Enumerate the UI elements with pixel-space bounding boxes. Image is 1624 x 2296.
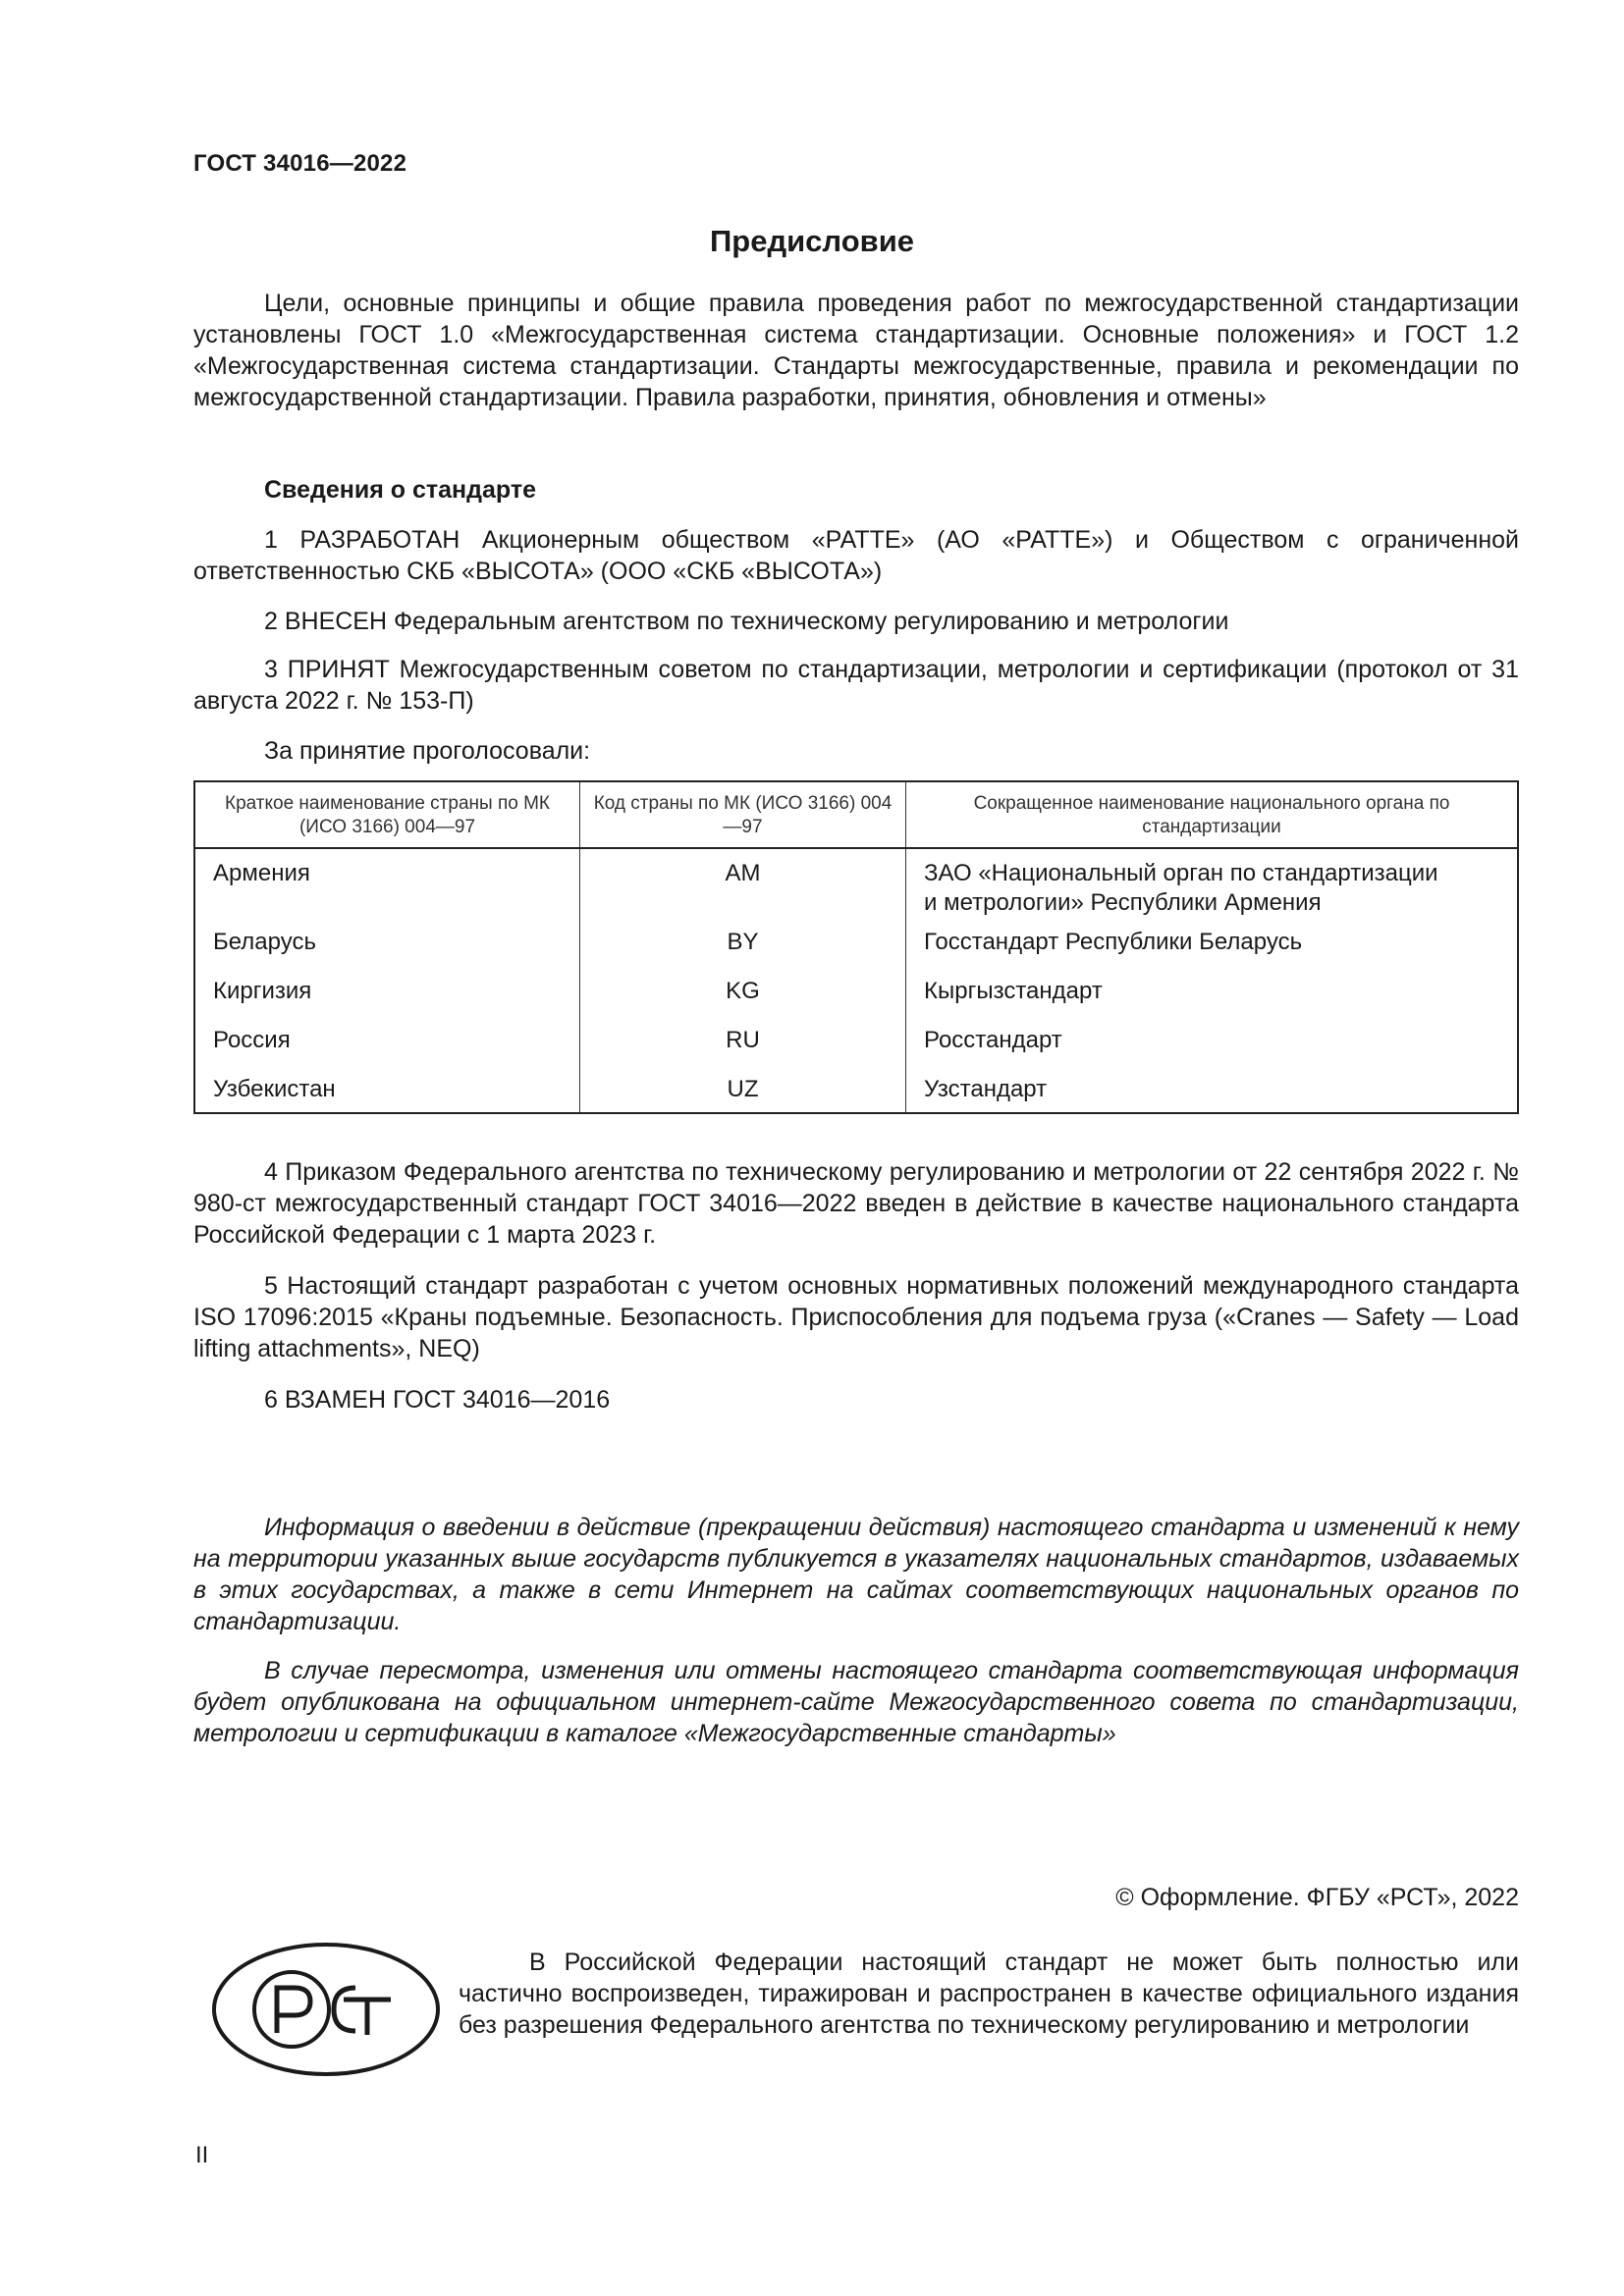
cell-code: BY	[580, 928, 906, 977]
cell-national-body: Росстандарт	[906, 1026, 1519, 1075]
info-heading: Сведения о стандарте	[264, 476, 537, 504]
voting-table	[193, 780, 1519, 1114]
item-basis: 5 Настоящий стандарт разработан с учетом основных нормативных положений международного стандарта ISO 17096:2015 «Краны подъемные. Безопасность. Приспособления для подъема груза («Cranes — Safety — Load lifting attachments», NEQ)	[193, 1272, 1519, 1362]
table-row	[194, 848, 1518, 928]
table-row	[194, 1026, 1518, 1075]
cell-country: Армения	[194, 848, 580, 928]
intro-paragraph: Цели, основные принципы и общие правила проведения работ по межгосударственной стандартизации установлены ГОСТ 1.0 «Межгосударственная система стандартизации. Основные положения» и ГОСТ 1.2 «Межгосударственная система стандартизации. Стандарты межгосударственные, правила и рекомендации по межгосударственной стандартизации. Правила разработки, принятия, обновления и отмены»	[193, 290, 1519, 411]
header-code: Код страны по МК (ИСО 3166) 004—97	[580, 781, 906, 848]
cell-code: AM	[580, 848, 906, 928]
cell-country: Киргизия	[194, 977, 580, 1026]
item-replaces: 6 ВЗАМЕН ГОСТ 34016—2016	[264, 1386, 611, 1414]
cell-country: Узбекистан	[194, 1075, 580, 1113]
header-country: Краткое наименование страны по МК (ИСО 3166) 004—97	[194, 781, 580, 848]
table-row	[194, 977, 1518, 1026]
table-row	[194, 928, 1518, 977]
header-national-body: Сокращенное наименование национального органа по стандартизации	[906, 781, 1519, 848]
cell-country: Россия	[194, 1026, 580, 1075]
cell-code: UZ	[580, 1075, 906, 1113]
cell-national-body: Кыргызстандарт	[906, 977, 1519, 1026]
cell-national-body-line: ЗАО «Национальный орган по стандартизации	[924, 860, 1438, 886]
item-introduced: 2 ВНЕСЕН Федеральным агентством по техническому регулированию и метрологии	[264, 608, 1229, 635]
cell-code: KG	[580, 977, 906, 1026]
reproduction-notice: В Российской Федерации настоящий стандарт не может быть полностью или частично воспроизведен, тиражирован и распространен в качестве официального издания без разрешения Федерального агентства по техническому регулированию и метрологии	[459, 1949, 1519, 2039]
cell-national-body	[906, 848, 1519, 928]
page-title: Предисловие	[709, 224, 914, 258]
cell-country: Беларусь	[194, 928, 580, 977]
cell-code: RU	[580, 1026, 906, 1075]
table-header-row	[194, 781, 1518, 848]
rst-logo	[208, 1939, 444, 2086]
item-adopted: 3 ПРИНЯТ Межгосударственным советом по стандартизации, метрологии и сертификации (протокол от 31 августа 2022 г. № 153-П)	[193, 656, 1519, 715]
cell-national-body-line: и метрологии» Республики Армения	[924, 889, 1322, 916]
page-number: II	[195, 2142, 209, 2168]
item-order: 4 Приказом Федерального агентства по техническому регулированию и метрологии от 22 сентября 2022 г. № 980-ст межгосударственный стандарт ГОСТ 34016—2022 введен в действие в качестве национального стандарта Российской Федерации с 1 марта 2023 г.	[193, 1158, 1519, 1249]
revision-note: В случае пересмотра, изменения или отмены настоящего стандарта соответствующая информация будет опубликована на официальном интернет-сайте Межгосударственного совета по стандартизации, метрологии и сертификации в каталоге «Межгосударственные стандарты»	[193, 1657, 1519, 1747]
cell-national-body: Узстандарт	[906, 1075, 1519, 1113]
copyright-line: © Оформление. ФГБУ «РСТ», 2022	[1115, 1884, 1519, 1911]
info-note: Информация о введении в действие (прекращении действия) настоящего стандарта и изменений к нему на территории указанных выше государств публикуется в указателях национальных стандартов, издаваемых в этих государствах, а также в сети Интернет на сайтах соответствующих национальных органов по стандартизации.	[193, 1514, 1519, 1635]
voted-label: За принятие проголосовали:	[264, 737, 591, 765]
standard-designation: ГОСТ 34016—2022	[193, 150, 407, 177]
cell-national-body: Госстандарт Республики Беларусь	[906, 928, 1519, 977]
table-row	[194, 1075, 1518, 1113]
item-developed: 1 РАЗРАБОТАН Акционерным обществом «РАТТЕ» (АО «РАТТЕ») и Обществом с ограниченной ответственностью СКБ «ВЫСОТА» (ООО «СКБ «ВЫСОТА»)	[193, 526, 1519, 585]
